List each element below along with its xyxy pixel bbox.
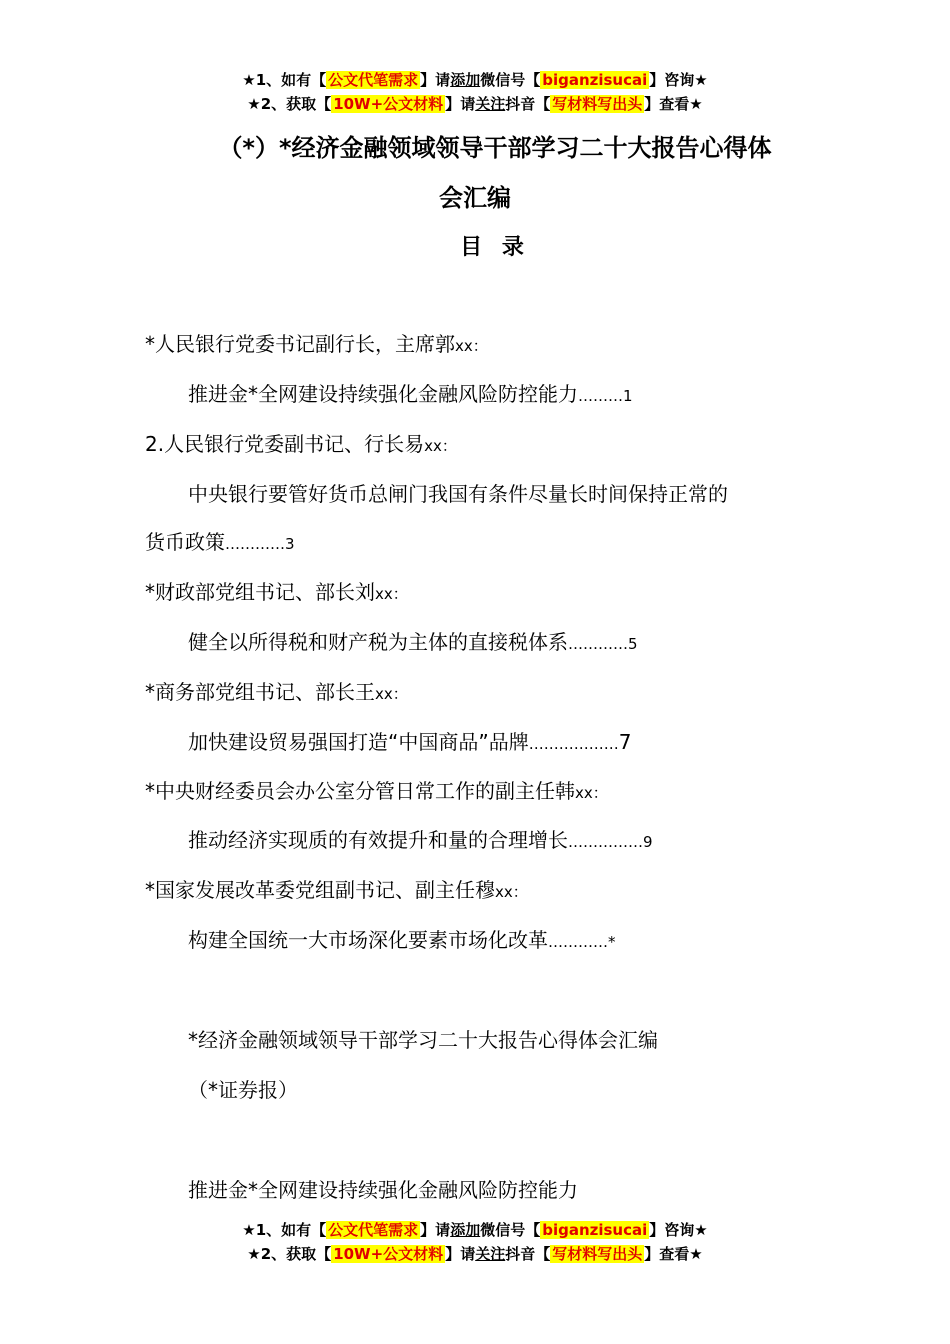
toc-speaker-6: *国家发展改革委党组副书记、副主任穆xx： — [145, 878, 528, 902]
toc-entry-6[interactable]: 构建全国统一大市场深化要素市场化改革…………* — [188, 928, 616, 952]
toc-entry-1[interactable]: 推进金*全网建设持续强化金融风险防控能力………1 — [188, 382, 633, 406]
banner-douyin-id: 写材料写出头 — [552, 95, 643, 113]
body-section-heading: 推进金*全网建设持续强化金融风险防控能力 — [188, 1178, 578, 1202]
banner-douyin-id: 写材料写出头 — [552, 1245, 643, 1263]
toc-entry-4[interactable]: 加快建设贸易强国打造“中国商品”品牌………………7 — [188, 730, 632, 754]
toc-speaker-3: *财政部党组书记、部长刘xx： — [145, 580, 408, 604]
toc-entry-5[interactable]: 推动经济实现质的有效提升和量的合理增长……………9 — [188, 828, 653, 852]
toc-speaker-1: *人民银行党委书记副行长，主席郭xx： — [145, 332, 488, 356]
top-banner — [0, 68, 950, 116]
toc-speaker-5: *中央财经委员会办公室分管日常工作的副主任韩xx： — [145, 779, 608, 803]
banner-highlight: 公文代笔需求 — [328, 71, 419, 89]
toc-speaker-4: *商务部党组书记、部长王xx： — [145, 680, 408, 704]
banner-highlight: 10W+公文材料 — [333, 95, 444, 113]
document-title-line-1: （*）*经济金融领域领导干部学习二十大报告心得体 — [218, 134, 772, 162]
banner-highlight: 10W+公文材料 — [333, 1245, 444, 1263]
body-title: *经济金融领域领导干部学习二十大报告心得体会汇编 — [188, 1028, 658, 1052]
toc-heading: 目 录 — [460, 235, 530, 260]
banner-line-2: ★2、获取【 10W+公文材料 】请关注抖音【 写材料写出头 】查看★ — [247, 95, 703, 113]
toc-speaker-2: 2.人民银行党委副书记、行长易xx： — [145, 432, 457, 456]
document-title-line-2: 会汇编 — [439, 184, 511, 212]
bottom-banner — [0, 1218, 950, 1266]
banner-highlight: 公文代笔需求 — [328, 1221, 419, 1239]
banner-wechat-id: biganzisucai — [542, 1221, 648, 1239]
banner-line-1: ★1、如有【 公文代笔需求 】请添加微信号【 biganzisucai 】咨询★ — [242, 71, 708, 89]
toc-entry-3[interactable]: 健全以所得税和财产税为主体的直接税体系…………5 — [188, 630, 638, 654]
toc-entry-2-continued[interactable]: 货币政策…………3 — [145, 530, 295, 554]
banner-wechat-id: biganzisucai — [542, 71, 648, 89]
toc-entry-2[interactable]: 中央银行要管好货币总闸门我国有条件尽量长时间保持正常的 — [188, 482, 728, 506]
banner-line-1: ★1、如有【 公文代笔需求 】请添加微信号【 biganzisucai 】咨询★ — [242, 1221, 708, 1239]
banner-line-2: ★2、获取【 10W+公文材料 】请关注抖音【 写材料写出头 】查看★ — [247, 1245, 703, 1263]
body-source: （*证券报） — [188, 1078, 298, 1102]
